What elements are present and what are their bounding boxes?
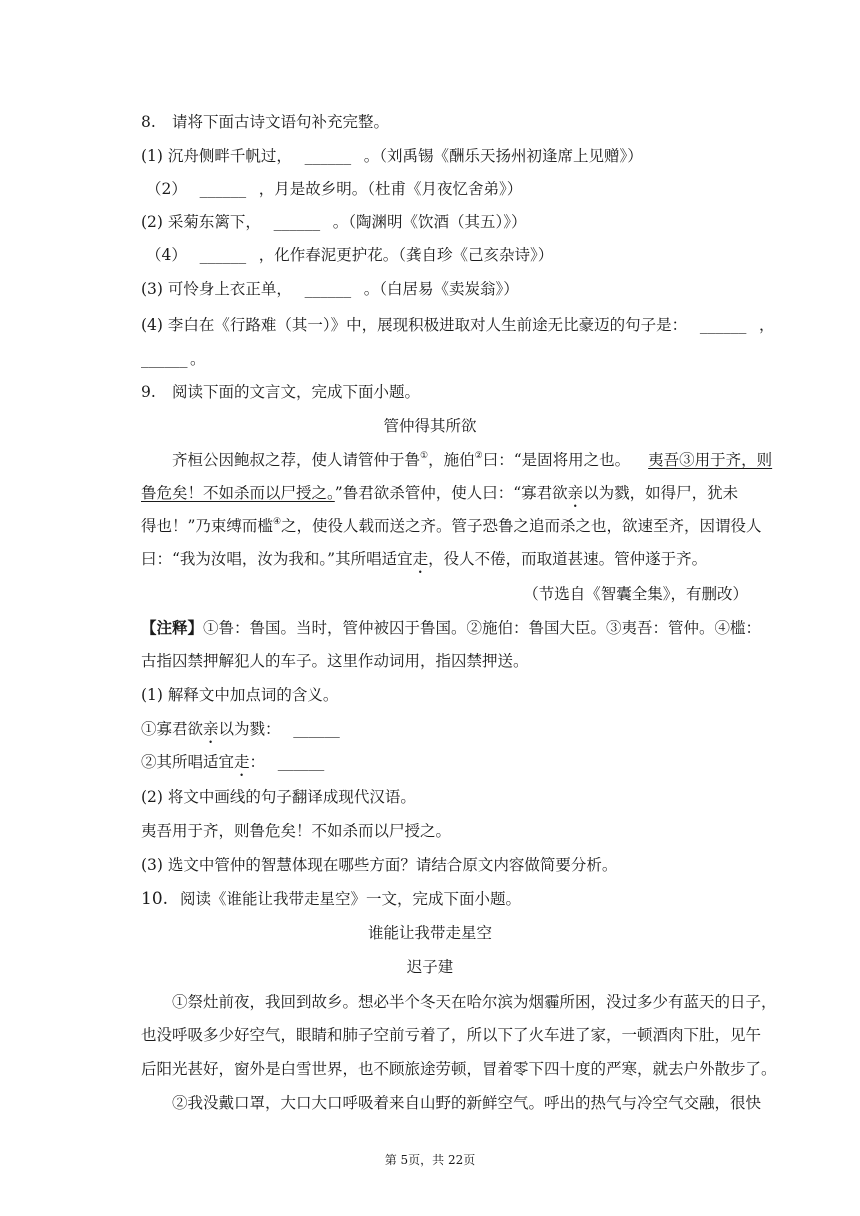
- passage-text: ”鲁君欲杀管仲，使人曰：“寡君欲: [334, 484, 568, 502]
- q9-sub1b: [141, 751, 332, 780]
- q8-item-6-cont: [141, 348, 205, 370]
- footnote-ref: ④: [272, 517, 282, 527]
- item-label: (1): [141, 147, 163, 165]
- passage-text: ，役人不倦，而取道甚速。管仲遂于齐。: [428, 550, 708, 568]
- item-text: 李白在《行路难（其一）》中，展现积极进取对人生前途无比豪迈的句子是：: [167, 316, 688, 334]
- q8-item-5: [141, 278, 519, 300]
- passage-text: 以为戮，如得尸，犹未: [583, 484, 739, 502]
- q8-number: 8.: [141, 113, 156, 131]
- q8-stem-text: 请将下面古诗文语句补充完整。: [172, 113, 390, 131]
- passage-line: [141, 548, 707, 577]
- item-text: 。（刘禹锡《酬乐天扬州初逢席上见赠》）: [363, 147, 643, 165]
- article-line: ②我没戴口罩，大口大口呼吸着来自山野的新鲜空气。呼出的热气与冷空气交融，很快: [172, 1094, 762, 1112]
- article-line: 后阳光甚好，窗外是白雪世界，也不顾旅途劳顿，冒着零下四十度的严寒，就去户外散步了。: [141, 1060, 777, 1078]
- passage-text: 曰：“是固将用之也。: [482, 451, 631, 469]
- underlined-sentence: 鲁危矣！不如杀而以尸授之。: [141, 484, 335, 502]
- article-title: 谁能让我带走星空: [367, 924, 492, 942]
- item-label: (4): [141, 316, 163, 334]
- item-text: ①寡君欲: [141, 720, 204, 738]
- answer-blank[interactable]: ______: [699, 316, 747, 334]
- answer-blank[interactable]: ______: [304, 147, 352, 165]
- q9-sub3: [141, 854, 617, 876]
- q9-sub2-sentence: 夷吾用于齐，则鲁危矣！不如杀而以尸授之。: [141, 822, 452, 840]
- dotted-word: 走: [234, 753, 250, 771]
- passage-text: 齐桓公因鲍叔之荐，使人请管仲于鲁: [172, 451, 421, 469]
- q8-item-1: [141, 145, 643, 167]
- item-label: (2): [141, 788, 163, 806]
- dotted-word: 亲: [203, 720, 219, 738]
- item-label: (2): [141, 213, 163, 231]
- q8-item-3: [141, 211, 527, 233]
- item-text: ：: [249, 753, 266, 771]
- passage-source: （节选自《智囊全集》，有删改）: [523, 585, 748, 603]
- answer-blank[interactable]: ______: [141, 350, 188, 368]
- item-text: ②其所唱适宜: [141, 753, 235, 771]
- dotted-word: 亲: [567, 484, 584, 502]
- dotted-word: 走: [412, 550, 429, 568]
- q9-stem-text: 阅读下面的文言文，完成下面小题。: [172, 383, 421, 401]
- answer-blank[interactable]: ______: [199, 180, 247, 198]
- item-label: (3): [141, 856, 163, 874]
- article-author: 迟子建: [406, 958, 454, 976]
- item-label: (1): [141, 686, 163, 704]
- item-text: 。: [189, 350, 206, 368]
- item-text: 解释文中加点词的含义。: [167, 686, 339, 704]
- page-footer: 第 5页，共 22页: [384, 1153, 476, 1167]
- article-line: ①祭灶前夜，我回到故乡。想必半个冬天在哈尔滨为烟霾所困，没过多少有蓝天的日子，: [172, 993, 777, 1011]
- annotation-line: [141, 617, 761, 639]
- answer-blank[interactable]: ______: [293, 720, 340, 738]
- q8-item-2: [146, 178, 522, 200]
- passage-line: [172, 449, 772, 471]
- q9-number: 9.: [141, 383, 156, 401]
- item-text: 以为戮：: [218, 720, 281, 738]
- item-text: 采菊东篱下，: [167, 213, 261, 231]
- passage-text: 得也！”乃束缚而槛: [141, 517, 273, 535]
- item-text: 。（白居易《卖炭翁》）: [363, 280, 519, 298]
- q8-item-6: [141, 314, 775, 336]
- item-label: （2）: [146, 180, 187, 198]
- passage-text: ，施伯: [428, 451, 475, 469]
- item-label: (3): [141, 280, 163, 298]
- item-text: 将文中画线的句子翻译成现代汉语。: [167, 788, 416, 806]
- q9-stem: [141, 381, 420, 403]
- underlined-sentence: 夷吾③用于齐，则: [648, 451, 773, 469]
- item-text: ，: [759, 316, 775, 334]
- item-text: 。（陶渊明《饮酒（其五）》）: [332, 213, 527, 231]
- passage-title: 管仲得其所欲: [383, 417, 477, 435]
- q10-number: 10.: [141, 889, 169, 909]
- passage-line: [141, 482, 738, 511]
- item-label: （4）: [146, 246, 187, 264]
- annotation-text: ①鲁：鲁国。当时，管仲被囚于鲁国。②施伯：鲁国大臣。③夷吾：管仲。④槛：: [203, 619, 762, 637]
- q9-sub1a: [141, 718, 347, 747]
- answer-blank[interactable]: ______: [304, 280, 352, 298]
- q9-sub2: [141, 786, 416, 808]
- q9-sub1: [141, 684, 338, 706]
- answer-blank[interactable]: ______: [273, 213, 321, 231]
- item-text: ，月是故乡明。（杜甫《月夜忆舍弟》）: [258, 180, 523, 198]
- item-text: 选文中管仲的智慧体现在哪些方面？请结合原文内容做简要分析。: [167, 856, 618, 874]
- item-text: ，化作春泥更护花。（龚自珍《己亥杂诗》）: [258, 246, 554, 264]
- q10-stem: [141, 888, 521, 910]
- item-text: 沉舟侧畔千帆过，: [167, 147, 292, 165]
- passage-line: [141, 515, 762, 537]
- q10-stem-text: 阅读《谁能让我带走星空》一文，完成下面小题。: [180, 890, 522, 908]
- answer-blank[interactable]: ______: [277, 753, 325, 771]
- passage-text: 曰：“我为汝唱，汝为我和。”其所唱适宜: [141, 550, 413, 568]
- footnote-ref: ②: [474, 451, 483, 461]
- q8-item-4: [146, 244, 553, 266]
- passage-text: 之，使役人载而送之齐。管子恐鲁之追而杀之也，欲速至齐，因谓役人: [281, 517, 762, 535]
- footnote-ref: ①: [420, 451, 429, 461]
- item-text: 可怜身上衣正单，: [167, 280, 292, 298]
- annotation-heading: 【注释】: [141, 618, 204, 637]
- answer-blank[interactable]: ______: [199, 246, 247, 264]
- annotation-line: 古指囚禁押解犯人的车子。这里作动词用，指囚禁押送。: [141, 652, 529, 670]
- article-line: 也没呼吸多少好空气，眼睛和肺子空前亏着了，所以下了火车进了家，一顿酒肉下肚，见午: [141, 1026, 762, 1044]
- q8-stem: [141, 111, 389, 133]
